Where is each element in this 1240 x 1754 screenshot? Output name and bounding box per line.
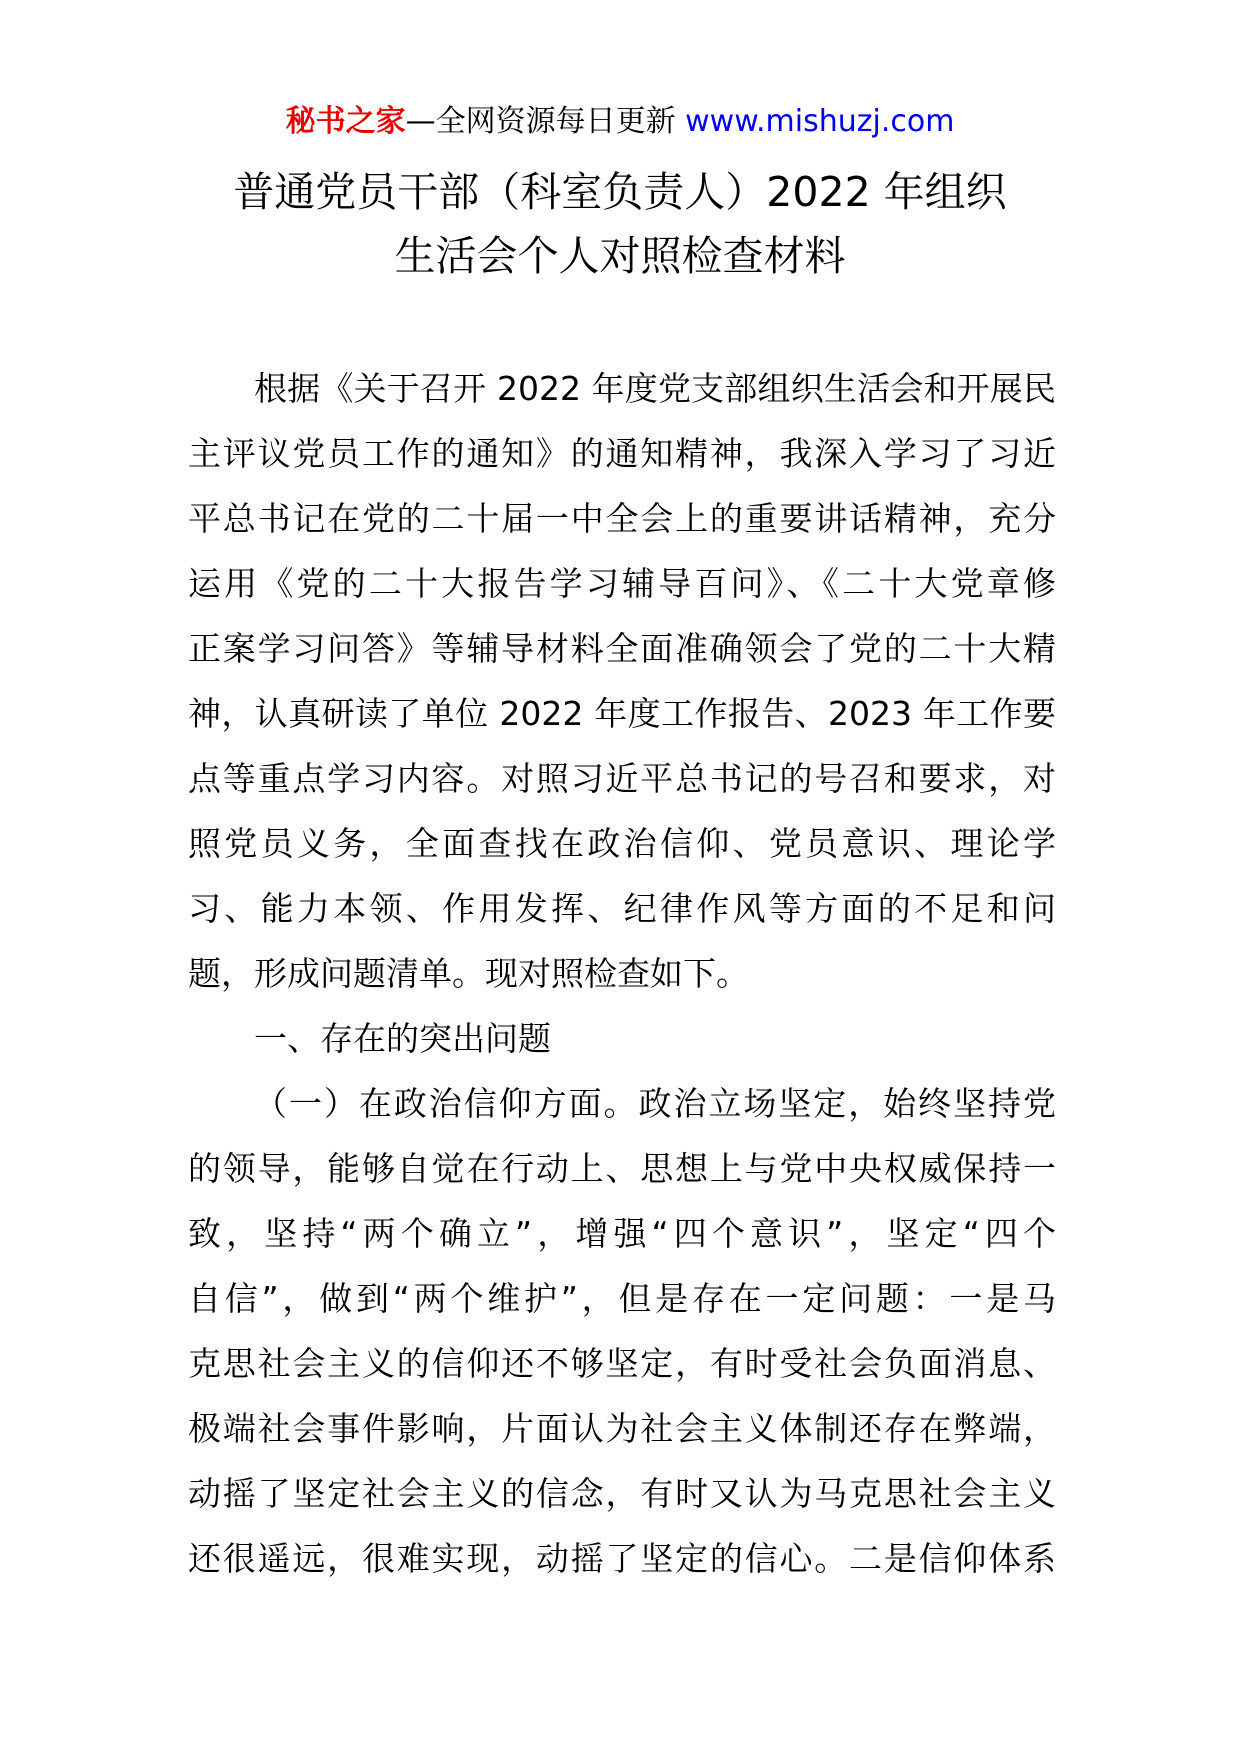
document-body bbox=[188, 356, 1056, 1591]
text-line: 照党员义务，全面查找在政治信仰、党员意识、理论学 bbox=[188, 824, 1056, 863]
title-line-2: 生活会个人对照检查材料 bbox=[394, 232, 846, 280]
text-line: 正案学习问答》等辅导材料全面准确领会了党的二十大精 bbox=[188, 629, 1056, 668]
text-line: 题，形成问题清单。现对照检查如下。 bbox=[188, 954, 749, 993]
text-line: 平总书记在党的二十届一中全会上的重要讲话精神，充分 bbox=[188, 499, 1056, 538]
text-line: 还很遥远，很难实现，动摇了坚定的信心。二是信仰体系 bbox=[188, 1539, 1056, 1578]
text-line: 习、能力本领、作用发挥、纪律作风等方面的不足和问 bbox=[188, 889, 1056, 928]
site-header bbox=[0, 100, 1240, 144]
site-url-link[interactable]: www.mishuzj.com bbox=[685, 104, 955, 139]
section-heading bbox=[188, 1006, 1056, 1071]
document-title bbox=[0, 160, 1240, 288]
text-line: 根据《关于召开 2022 年度党支部组织生活会和开展民 bbox=[254, 369, 1056, 408]
text-line: 的领导，能够自觉在行动上、思想上与党中央权威保持一 bbox=[188, 1149, 1056, 1188]
paragraph-political-belief bbox=[188, 1071, 1056, 1591]
text-line: 致，坚持“两个确立”，增强“四个意识”，坚定“四个 bbox=[188, 1214, 1056, 1253]
brand-name: 秘书之家 bbox=[285, 104, 406, 139]
text-line: 运用《党的二十大报告学习辅导百问》、《二十大党章修 bbox=[188, 564, 1056, 603]
text-line: 自信”，做到“两个维护”，但是存在一定问题：一是马 bbox=[188, 1279, 1056, 1318]
title-line-1: 普通党员干部（科室负责人）2022 年组织 bbox=[233, 168, 1007, 216]
text-line: 动摇了坚定社会主义的信念，有时又认为马克思社会主义 bbox=[188, 1474, 1056, 1513]
site-tagline: —全网资源每日更新 bbox=[405, 104, 676, 139]
text-line: 神，认真研读了单位 2022 年度工作报告、2023 年工作要 bbox=[188, 694, 1056, 733]
text-line: 极端社会事件影响，片面认为社会主义体制还存在弊端， bbox=[188, 1409, 1056, 1448]
text-line: 点等重点学习内容。对照习近平总书记的号召和要求，对 bbox=[188, 759, 1056, 798]
text-line: 克思社会主义的信仰还不够坚定，有时受社会负面消息、 bbox=[188, 1344, 1056, 1383]
section-heading-text: 一、存在的突出问题 bbox=[254, 1019, 551, 1058]
text-line: （一）在政治信仰方面。政治立场坚定，始终坚持党 bbox=[254, 1084, 1056, 1123]
paragraph-intro bbox=[188, 356, 1056, 1006]
text-line: 主评议党员工作的通知》的通知精神，我深入学习了习近 bbox=[188, 434, 1056, 473]
